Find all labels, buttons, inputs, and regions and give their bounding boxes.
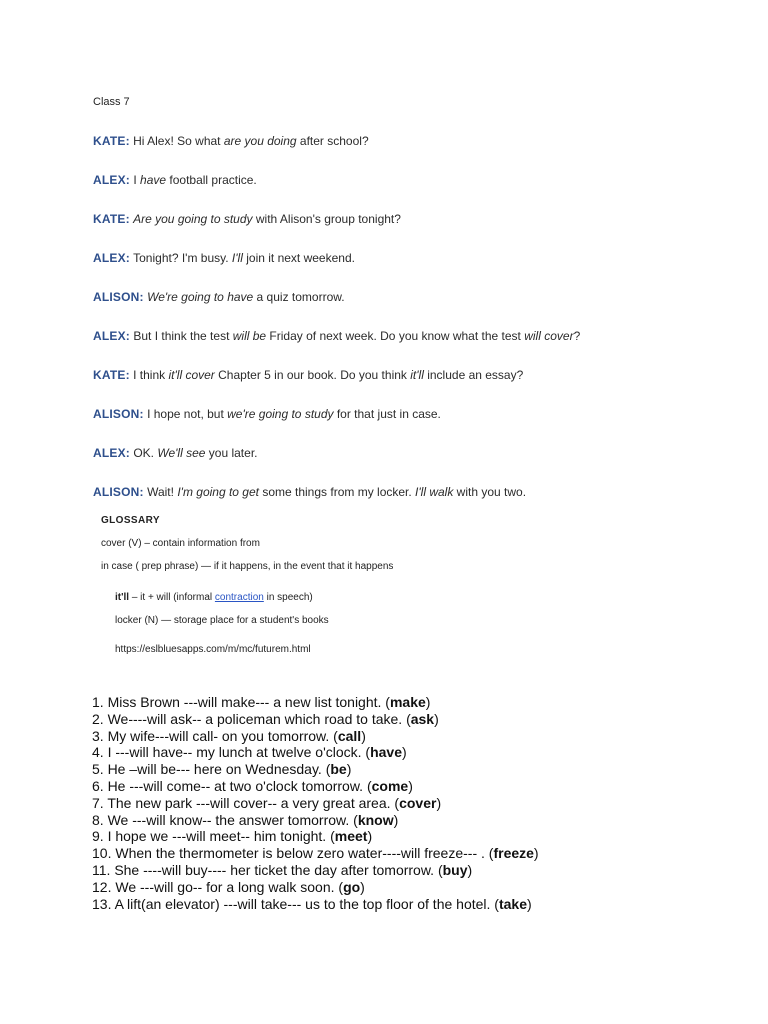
dialogue-italic-text: will cover [524, 329, 574, 343]
speaker-name: KATE: [93, 134, 130, 148]
dialogue-text: football practice. [166, 173, 257, 187]
glossary-entry-itll [101, 592, 601, 615]
exercise-item [92, 812, 732, 829]
exercise-answer: make [389, 694, 426, 710]
dialogue-text: Friday of next week. Do you know what the test [266, 329, 525, 343]
exercise-close-paren: ) [408, 777, 413, 794]
dialogue-italic-text: I'm going to get [177, 485, 259, 499]
exercise-close-paren: ) [361, 727, 366, 744]
dialogue-italic-text: I'll [231, 251, 243, 265]
exercise-item [92, 795, 732, 812]
dialogue-italic-text: we're going to study [227, 407, 334, 421]
dialogue-text: But I think the test [133, 329, 233, 343]
exercise-text: 4. I ---will have-- my lunch at twelve o'clock. ( [92, 744, 371, 761]
exercise-close-paren: ) [402, 744, 407, 761]
exercise-text: 11. She ----will buy---- her ticket the day after tomorrow. ( [92, 861, 443, 878]
exercise-answer: buy [442, 861, 468, 878]
exercise-text: 3. My wife---will call- on you tomorrow. ( [92, 727, 338, 744]
glossary-entry-cover [101, 538, 601, 561]
dialogue-italic-text: it'll cover [168, 368, 215, 382]
exercise-answer: be [330, 761, 347, 778]
exercise-item [92, 711, 732, 728]
dialogue-text: OK. [133, 446, 158, 460]
speaker-name: ALISON: [93, 485, 144, 499]
exercise-item [92, 778, 732, 795]
speaker-name: ALISON: [93, 290, 144, 304]
exercise-text: 5. He –will be--- here on Wednesday. ( [92, 761, 331, 778]
exercise-answer: know [357, 811, 394, 828]
dialogue-text: ? [573, 329, 581, 343]
class-title: Class 7 [93, 96, 130, 108]
dialogue-line [93, 134, 733, 173]
dialogue-line [93, 212, 733, 251]
speaker-name: ALISON: [93, 407, 144, 421]
exercise-answer: come [371, 777, 409, 794]
exercise-close-paren: ) [367, 828, 373, 845]
exercise-close-paren: ) [425, 694, 431, 710]
exercise-close-paren: ) [360, 878, 365, 895]
glossary-entry-locker: locker (N) — storage place for a student's books [115, 615, 329, 626]
glossary [101, 515, 601, 664]
exercise-close-paren: ) [527, 895, 532, 912]
dialogue-line [93, 290, 733, 329]
exercise-close-paren: ) [346, 761, 352, 778]
exercise-item [92, 744, 732, 761]
dialogue-line [93, 251, 733, 290]
exercise-text: 7. The new park ---will cover-- a very great area. ( [92, 794, 400, 811]
dialogue-italic-text: We'll see [157, 446, 206, 460]
contraction-link[interactable]: contraction [214, 592, 264, 603]
exercise-item [92, 845, 732, 862]
exercise-answer: go [343, 878, 361, 895]
glossary-entry-in-case: in case ( prep phrase) — if it happens, in the event that it happens [101, 561, 394, 572]
dialogue-text: for that just in case. [333, 407, 441, 421]
exercise-item [92, 828, 732, 845]
exercise-close-paren: ) [436, 794, 442, 811]
dialogue-text: Hi Alex! So what [133, 134, 224, 148]
dialogue-italic-text: it'll [410, 368, 424, 382]
glossary-definition: – it + will (informal [129, 592, 215, 603]
dialogue-line [93, 329, 733, 368]
dialogue-italic-text: will be [232, 329, 267, 343]
exercise-answer: ask [410, 710, 435, 727]
exercise-text: 10. When the thermometer is below zero water----will freeze--- . ( [92, 845, 494, 862]
dialogue-italic-text: We're going to have [147, 290, 254, 304]
dialogue-italic-text: are you doing [223, 134, 297, 148]
exercise-close-paren: ) [434, 710, 439, 727]
exercise-text: 1. Miss Brown ---will make--- a new list tonight. ( [92, 694, 390, 710]
exercise-answer: meet [334, 828, 368, 845]
exercise-text: 12. We ---will go-- for a long walk soon. ( [92, 878, 344, 895]
dialogue-italic-text: I'll walk [415, 485, 454, 499]
speaker-name: ALEX: [93, 251, 130, 265]
dialogue-line [93, 446, 733, 485]
speaker-name: ALEX: [93, 446, 130, 460]
dialogue-italic-text: have [140, 173, 167, 187]
glossary-term: cover [101, 538, 126, 549]
dialogue-text: some things from my locker. [259, 485, 416, 499]
dialogue-text: I hope not, but [147, 407, 228, 421]
speaker-name: KATE: [93, 212, 130, 226]
dialogue-text: after school? [296, 134, 369, 148]
dialogue-line [93, 407, 733, 446]
exercise-close-paren: ) [467, 861, 473, 878]
exercise-item [92, 862, 732, 879]
dialogue-line [93, 173, 733, 212]
speaker-name: KATE: [93, 368, 130, 382]
dialogue-italic-text: Are you going to study [133, 212, 253, 226]
exercise-item [92, 896, 732, 913]
exercise-text: 6. He ---will come-- at two o'clock tomorrow. ( [92, 777, 372, 794]
glossary-term: it'll [115, 592, 130, 603]
dialogue-text: a quiz tomorrow. [253, 290, 345, 304]
exercise-text: 2. We----will ask-- a policeman which road to take. ( [92, 710, 411, 727]
exercise-text: 9. I hope we ---will meet-- him tonight. ( [92, 828, 335, 845]
dialogue-text: Chapter 5 in our book. Do you think [214, 368, 411, 382]
dialogue-line [93, 368, 733, 407]
dialogue-text: I think [133, 368, 169, 382]
dialogue-text: I [133, 173, 141, 187]
dialogue-text: with you two. [453, 485, 527, 499]
glossary-definition-end: in speech) [263, 592, 313, 603]
dialogue-text: include an essay? [423, 368, 524, 382]
exercise-answer: call [337, 727, 362, 744]
speaker-name: ALEX: [93, 173, 130, 187]
dialogue-text: you later. [205, 446, 258, 460]
exercise-item [92, 879, 732, 896]
exercise-answer: cover [399, 794, 437, 811]
exercise-text: 8. We ---will know-- the answer tomorrow. ( [92, 811, 358, 828]
glossary-definition: (V) – contain information from [125, 538, 260, 549]
source-url: https://eslbluesapps.com/m/mc/futurem.html [115, 644, 311, 655]
exercise-answer: have [370, 744, 403, 761]
glossary-title: GLOSSARY [101, 515, 160, 526]
exercise-text: 13. A lift(an elevator) ---will take--- us to the top floor of the hotel. ( [92, 895, 499, 912]
exercise-item [92, 761, 732, 778]
exercise-answer: take [498, 895, 527, 912]
exercise-close-paren: ) [393, 811, 399, 828]
dialogue-text: with Alison's group tonight? [252, 212, 401, 226]
exercise-answer: freeze [493, 845, 534, 862]
exercise-close-paren: ) [533, 845, 539, 862]
dialogue [93, 134, 733, 524]
speaker-name: ALEX: [93, 329, 130, 343]
dialogue-text: Wait! [147, 485, 178, 499]
exercise-item [92, 694, 732, 711]
dialogue-text: Tonight? I'm busy. [133, 251, 232, 265]
dialogue-text: join it next weekend. [242, 251, 355, 265]
exercise-list [92, 694, 732, 912]
exercise-item [92, 728, 732, 745]
